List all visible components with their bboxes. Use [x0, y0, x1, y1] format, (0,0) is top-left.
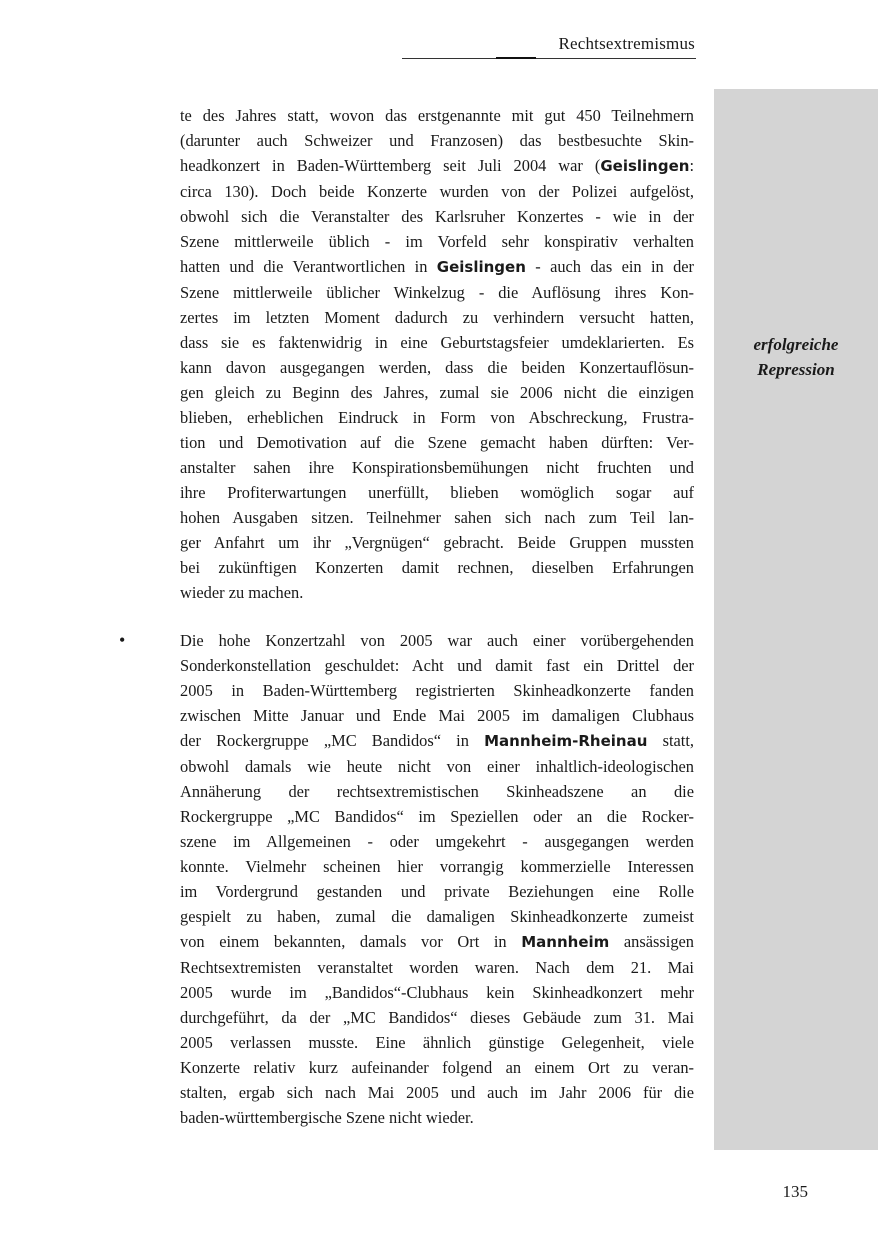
text-line: im Vordergrund gestanden und private Beziehungen eine Rolle	[180, 882, 694, 901]
page-number: 135	[782, 1182, 808, 1201]
margin-note-line-1: erfolgreiche	[753, 335, 839, 354]
place-name-geislingen: Geislingen	[600, 157, 690, 175]
text-line: (darunter auch Schweizer und Franzosen) das bestbesuchte Skin-	[180, 131, 694, 150]
text-line: durchgeführt, da der „MC Bandidos“ dieses Gebäude zum 31. Mai	[180, 1008, 694, 1027]
text-line: gen gleich zu Beginn des Jahres, zumal sie 2006 nicht die einzigen	[180, 383, 694, 402]
text-line: dass sie es faktenwidrig in eine Geburtstagsfeier umdeklarierten. Es	[180, 333, 694, 352]
text-fragment: - auch das ein in der	[525, 257, 694, 276]
paragraph-1	[180, 103, 694, 605]
text-line: blieben, erheblichen Eindruck in Form von Abschreckung, Frustra-	[180, 408, 694, 427]
bullet-point: •	[119, 630, 126, 650]
text-line: ger Anfahrt um ihr „Vergnügen“ gebracht. Beide Gruppen mussten	[180, 533, 694, 552]
running-header-title: Rechtsextremismus	[558, 34, 695, 53]
place-name-mannheim: Mannheim	[521, 933, 610, 951]
header-rule-accent	[496, 57, 536, 59]
text-line: Annäherung der rechtsextremistischen Skinheadszene an die	[180, 782, 694, 801]
paragraph-2	[180, 628, 694, 1130]
text-line	[180, 153, 694, 179]
text-line: 2005 verlassen musste. Eine ähnlich günstige Gelegenheit, viele	[180, 1033, 694, 1052]
text-line: circa 130). Doch beide Konzerte wurden von der Polizei aufgelöst,	[180, 182, 694, 201]
text-line: 2005 wurde im „Bandidos“-Clubhaus kein Skinheadkonzert mehr	[180, 983, 694, 1002]
text-fragment: hatten und die Verantwortlichen in	[180, 257, 437, 276]
text-fragment: statt,	[647, 731, 694, 750]
text-line: bei zukünftigen Konzerten damit rechnen, dieselben Erfahrungen	[180, 558, 694, 577]
text-line: Sonderkonstellation geschuldet: Acht und damit fast ein Drittel der	[180, 656, 694, 675]
text-line: zwischen Mitte Januar und Ende Mai 2005 im damaligen Clubhaus	[180, 706, 694, 725]
text-line: kann davon ausgegangen werden, dass die beiden Konzertauflösun-	[180, 358, 694, 377]
text-line: hohen Ausgaben sitzen. Teilnehmer sahen sich nach zum Teil lan-	[180, 508, 694, 527]
margin-sidebar	[714, 89, 878, 1150]
margin-note-line-2: Repression	[757, 360, 835, 379]
text-line: konnte. Vielmehr scheinen hier vorrangig kommerzielle Interessen	[180, 857, 694, 876]
text-fragment: von einem bekannten, damals vor Ort in	[180, 932, 522, 951]
text-line: wieder zu machen.	[180, 583, 304, 602]
text-line: 2005 in Baden-Württemberg registrierten Skinheadkonzerte fanden	[180, 681, 694, 700]
place-name-mannheim-rheinau: Mannheim-Rheinau	[484, 732, 648, 750]
text-line: Rockergruppe „MC Bandidos“ im Speziellen oder an die Rocker-	[180, 807, 694, 826]
text-line: Rechtsextremisten veranstaltet worden waren. Nach dem 21. Mai	[180, 958, 694, 977]
place-name-geislingen: Geislingen	[436, 258, 526, 276]
text-line: szene im Allgemeinen - oder umgekehrt - ausgegangen werden	[180, 832, 694, 851]
text-line: stalten, ergab sich nach Mai 2005 und auch im Jahr 2006 für die	[180, 1083, 694, 1102]
text-line	[180, 254, 694, 280]
text-line: Die hohe Konzertzahl von 2005 war auch einer vorübergehenden	[180, 631, 694, 650]
text-fragment: :	[689, 156, 694, 175]
text-line	[180, 929, 694, 955]
text-line: Konzerte relativ kurz aufeinander folgend an einem Ort zu veran-	[180, 1058, 694, 1077]
text-fragment: ansässigen	[609, 932, 694, 951]
text-line: Szene mittlerweile üblich - im Vorfeld sehr konspirativ verhalten	[180, 232, 694, 251]
text-line: gespielt zu haben, zumal die damaligen Skinheadkonzerte zumeist	[180, 907, 694, 926]
text-line: ihre Profiterwartungen unerfüllt, blieben womöglich sogar auf	[180, 483, 694, 502]
text-line	[180, 728, 694, 754]
text-fragment: der Rockergruppe „MC Bandidos“ in	[180, 731, 485, 750]
text-line: tion und Demotivation auf die Szene gemacht haben dürften: Ver-	[180, 433, 694, 452]
text-line: Szene mittlerweile üblicher Winkelzug - die Auflösung ihres Kon-	[180, 283, 694, 302]
margin-note	[714, 332, 878, 382]
header-rule	[402, 58, 696, 59]
text-line: baden-württembergische Szene nicht wieder.	[180, 1108, 474, 1127]
text-line: anstalter sahen ihre Konspirationsbemühungen nicht fruchten und	[180, 458, 694, 477]
text-line: obwohl damals wie heute nicht von einer inhaltlich-ideologischen	[180, 757, 694, 776]
text-line: zertes im letzten Moment dadurch zu verhindern versucht hatten,	[180, 308, 694, 327]
text-line: obwohl sich die Veranstalter des Karlsruher Konzertes - wie in der	[180, 207, 694, 226]
text-fragment: headkonzert in Baden-Württemberg seit Juli 2004 war (	[180, 156, 601, 175]
text-line: te des Jahres statt, wovon das erstgenannte mit gut 450 Teilnehmern	[180, 106, 694, 125]
